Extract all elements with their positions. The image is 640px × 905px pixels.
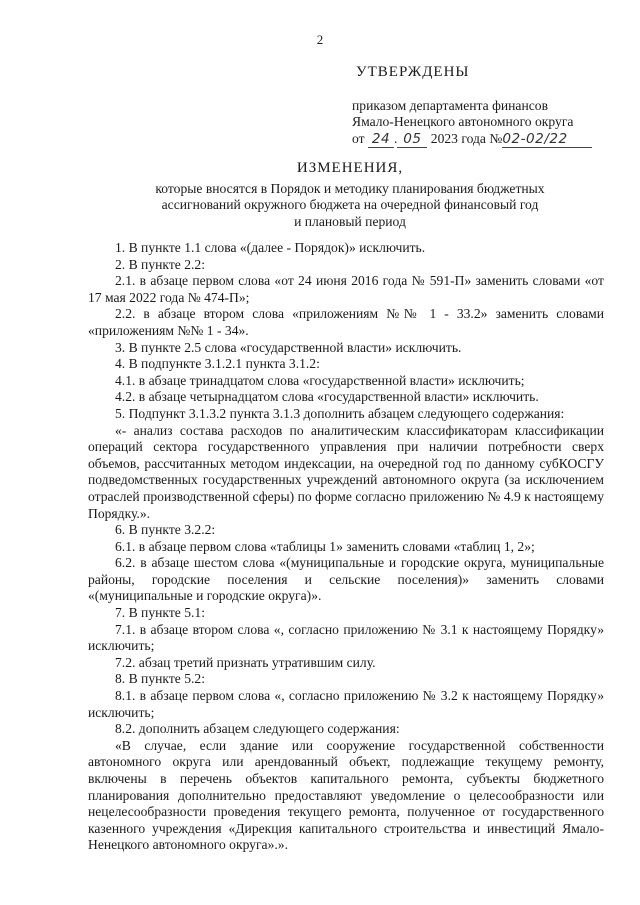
paragraph-5: 5. Подпункт 3.1.3.2 пункта 3.1.3 дополнить абзацем следующего содержания: [115,405,565,421]
heading-title: ИЗМЕНЕНИЯ, [296,160,404,176]
paragraph-7: 7. В пункте 5.1: [115,605,205,621]
paragraph-6: 6. В пункте 3.2.2: [115,522,216,538]
heading-subtitle-1: которые вносятся в Порядок и методику планирования бюджетных [155,180,545,196]
paragraph-8-1: 8.1. в абзаце первом слова «, согласно приложению № 3.2 к настоящему Порядку» исключить; [88,688,604,720]
paragraph-7-2: 7.2. абзац третий признать утратившим силу. [115,654,376,670]
paragraph-7-1: 7.1. в абзаце втором слова «, согласно приложению № 3.1 к настоящему Порядку» исключить; [88,621,604,654]
paragraph-1: 1. В пункте 1.1 слова «(далее - Порядок)» исключить. [115,240,426,255]
paragraph-6-2: 6.2. в абзаце шестом слова «(муниципальные и городские округа, муниципальные районы, городские поселения и сельские поселения)» заменить словами «(муниципальные и городские округа)». [88,555,604,604]
page-number: 2 [316,32,324,47]
paragraph-5-quote: «- анализ состава расходов по аналитическим классификаторам классификации операций сектора государственного управления при наличии потребности сверх объемов, рассчитанных методом индексации, на очередной год по данному субКОСГУ подведомственных государственных учреждений автономного округа (за исключением отраслей производственной сферы) по форме согласно приложению № 4.9 к настоящему Порядку.». [88,422,604,521]
paragraph-6-1: 6.1. в абзаце первом слова «таблицы 1» заменить словами «таблиц 1, 2»; [115,538,535,554]
paragraph-8: 8. В пункте 5.2: [115,671,205,687]
paragraph-2-2: 2.2. в абзаце втором слова «приложениям №№ 1 - 33.2» заменить словами «приложениям №№ 1 - 34». [88,306,604,338]
approval-date-line: от 24 . 05 2023 года №02-02/22 [352,131,622,149]
document-heading [60,160,640,230]
approval-date-prefix: от [352,130,365,146]
paragraph-4-1: 4.1. в абзаце тринадцатом слова «государственной власти» исключить; [115,372,525,388]
paragraph-4-2: 4.2. в абзаце четырнадцатом слова «государственной власти» исключить. [115,389,539,405]
approval-department-line: Ямало-Ненецкого автономного округа [352,114,574,130]
approval-year-text: 2023 года № [430,130,503,146]
paragraph-8-quote: «В случае, если здание или сооружение государственной собственности автономного округа или арендованный объект, подлежащие текущему ремонту, включены в перечень объектов капитального ремонта, субъекты бюджетного планирования дополнительно предоставляют уведомление о целесообразности или нецелесообразности проведения текущего ремонта, полученное от государственного казенного учреждения «Дирекция капитального строительства и инвестиций Ямало-Ненецкого автономного округа».». [88,737,604,853]
approval-title: УТВЕРЖДЕНЫ [356,64,470,80]
approval-day: 24 [368,131,394,149]
approval-order-line: приказом департамента финансов [352,97,548,113]
heading-subtitle-2: ассигнований окружного бюджета на очередной финансовый год [161,197,539,213]
paragraph-8-2: 8.2. дополнить абзацем следующего содержания: [115,721,400,737]
heading-subtitle-3: и плановый период [294,213,406,229]
approval-number: 02-02/22 [502,131,592,149]
approval-block [352,64,622,148]
approval-month: 05 [397,131,427,149]
paragraph-4: 4. В подпункте 3.1.2.1 пункта 3.1.2: [115,356,320,372]
document-body [88,240,604,854]
paragraph-2-1: 2.1. в абзаце первом слова «от 24 июня 2016 года № 591-П» заменить словами «от 17 мая 2022 года № 474-П»; [88,273,604,305]
paragraph-3: 3. В пункте 2.5 слова «государственной власти» исключить. [115,339,462,355]
paragraph-2: 2. В пункте 2.2: [115,256,205,272]
